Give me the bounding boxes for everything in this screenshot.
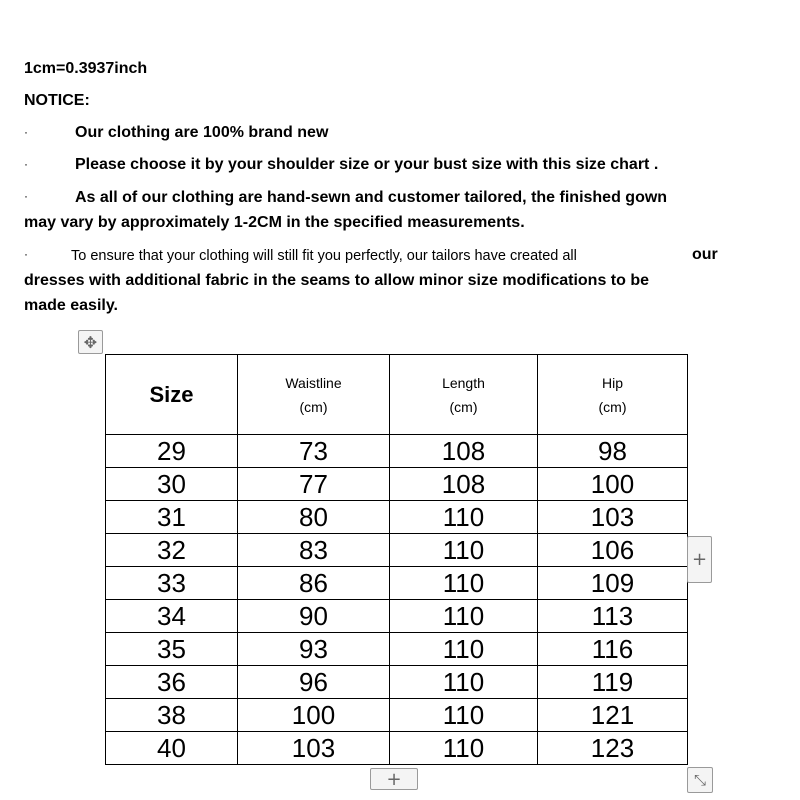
cell-waistline: 86 [238, 567, 390, 600]
cell-hip: 109 [538, 567, 688, 600]
table-row [106, 468, 688, 501]
cell-hip: 113 [538, 600, 688, 633]
cell-length: 108 [390, 435, 538, 468]
bullet: · [24, 125, 28, 139]
notice-item-1: Our clothing are 100% brand new [75, 124, 329, 141]
notice-item-3-cont: may vary by approximately 1-2CM in the specified measurements. [24, 214, 525, 231]
cell-size: 30 [106, 468, 238, 501]
header-length-label: Length [442, 374, 485, 391]
header-size-label: Size [149, 381, 194, 407]
header-hip-label: Hip [601, 374, 623, 391]
cell-waistline: 103 [238, 732, 390, 765]
table-move-handle-icon[interactable]: ✥ [78, 330, 103, 354]
header-length [390, 355, 538, 435]
cell-size: 29 [106, 435, 238, 468]
notice-item-2: Please choose it by your shoulder size or your bust size with this size chart . [75, 156, 659, 173]
bullet: · [24, 189, 28, 203]
cell-waistline: 100 [238, 699, 390, 732]
header-waistline-unit: (cm) [299, 398, 328, 415]
bullet: · [24, 157, 28, 171]
add-row-button[interactable]: + [370, 768, 418, 790]
cell-size: 38 [106, 699, 238, 732]
cell-hip: 103 [538, 501, 688, 534]
notice-item-4-cont: dresses with additional fabric in the seams to allow minor size modifications to be [24, 272, 650, 289]
header-length-unit: (cm) [449, 398, 478, 415]
cell-hip: 121 [538, 699, 688, 732]
cell-size: 32 [106, 534, 238, 567]
cell-length: 110 [390, 699, 538, 732]
cell-size: 31 [106, 501, 238, 534]
cell-waistline: 83 [238, 534, 390, 567]
add-column-button[interactable]: + [687, 536, 712, 583]
cell-waistline: 93 [238, 633, 390, 666]
cell-length: 110 [390, 501, 538, 534]
cell-waistline: 96 [238, 666, 390, 699]
cell-size: 35 [106, 633, 238, 666]
notice-item-4: To ensure that your clothing will still fit you perfectly, our tailors have created all [71, 248, 577, 264]
table-row [106, 633, 688, 666]
table-row [106, 435, 688, 468]
table-header-row [106, 355, 688, 435]
cell-length: 110 [390, 666, 538, 699]
header-waistline-label: Waistline [285, 374, 342, 391]
cell-hip: 119 [538, 666, 688, 699]
notice-item-3: As all of our clothing are hand-sewn and customer tailored, the finished gown [75, 189, 668, 206]
cell-hip: 123 [538, 732, 688, 765]
cell-size: 34 [106, 600, 238, 633]
cell-waistline: 80 [238, 501, 390, 534]
cell-size: 33 [106, 567, 238, 600]
notice-item-4-cont2: made easily. [24, 297, 118, 314]
table-row [106, 699, 688, 732]
table-resize-icon[interactable]: ⤡ [687, 767, 713, 793]
conversion-note: 1cm=0.3937inch [24, 60, 148, 77]
cell-length: 110 [390, 567, 538, 600]
table-row [106, 534, 688, 567]
cell-length: 108 [390, 468, 538, 501]
size-chart-table [105, 354, 688, 765]
notice-item-4-end: our [692, 246, 718, 263]
cell-hip: 106 [538, 534, 688, 567]
cell-size: 36 [106, 666, 238, 699]
cell-length: 110 [390, 633, 538, 666]
cell-waistline: 90 [238, 600, 390, 633]
cell-waistline: 77 [238, 468, 390, 501]
table-row [106, 732, 688, 765]
cell-hip: 98 [538, 435, 688, 468]
cell-length: 110 [390, 732, 538, 765]
header-hip [538, 355, 688, 435]
cell-size: 40 [106, 732, 238, 765]
bullet: · [24, 247, 28, 261]
table-row [106, 600, 688, 633]
table-row [106, 501, 688, 534]
header-hip-unit: (cm) [598, 398, 627, 415]
header-waistline [238, 355, 390, 435]
header-size [106, 355, 238, 435]
cell-waistline: 73 [238, 435, 390, 468]
notice-heading: NOTICE: [24, 92, 90, 109]
table-row [106, 666, 688, 699]
cell-length: 110 [390, 600, 538, 633]
cell-hip: 116 [538, 633, 688, 666]
cell-hip: 100 [538, 468, 688, 501]
table-row [106, 567, 688, 600]
cell-length: 110 [390, 534, 538, 567]
